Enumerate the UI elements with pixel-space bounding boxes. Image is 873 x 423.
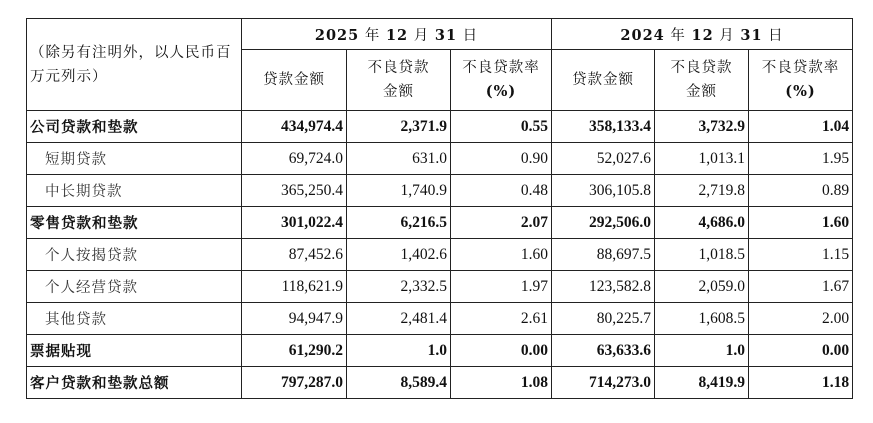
row-label: 短期贷款 — [27, 143, 242, 175]
table-body — [27, 111, 853, 399]
npl-ratio-label: 不良贷款率 — [761, 60, 840, 76]
col-header-loan-amount: 贷款金额 — [552, 50, 655, 111]
col-header-npl-ratio — [749, 50, 853, 111]
cell-loan-amount-2024: 63,633.6 — [552, 335, 655, 367]
table-row — [27, 303, 853, 335]
cell-loan-amount-2025: 94,947.9 — [242, 303, 347, 335]
cell-loan-amount-2025: 434,974.4 — [242, 111, 347, 143]
cell-npl-ratio-2025: 0.55 — [451, 111, 552, 143]
cell-npl-ratio-2024: 1.67 — [749, 271, 853, 303]
cell-npl-ratio-2024: 1.95 — [749, 143, 853, 175]
col-header-npl-amount: 不良贷款金额 — [655, 50, 749, 111]
cell-npl-amount-2025: 2,481.4 — [347, 303, 451, 335]
cell-loan-amount-2025: 69,724.0 — [242, 143, 347, 175]
cell-npl-amount-2025: 8,589.4 — [347, 367, 451, 399]
table-row — [27, 239, 853, 271]
cell-npl-amount-2024: 2,719.8 — [655, 175, 749, 207]
cell-loan-amount-2024: 88,697.5 — [552, 239, 655, 271]
period-year: 2024 — [620, 26, 665, 44]
cell-loan-amount-2025: 301,022.4 — [242, 207, 347, 239]
period-month: 12 — [385, 26, 409, 44]
period-day: 31 — [434, 26, 458, 44]
col-header-loan-amount: 贷款金额 — [242, 50, 347, 111]
period-day: 31 — [740, 26, 763, 44]
row-label: 票据贴现 — [27, 335, 242, 367]
cell-npl-ratio-2025: 1.97 — [451, 271, 552, 303]
cell-npl-amount-2025: 2,371.9 — [347, 111, 451, 143]
row-label: 客户贷款和垫款总额 — [27, 367, 242, 399]
loan-quality-table — [26, 18, 853, 399]
table-row — [27, 367, 853, 399]
row-label: 零售贷款和垫款 — [27, 207, 242, 239]
table-row — [27, 175, 853, 207]
cell-npl-amount-2024: 1.0 — [655, 335, 749, 367]
cell-npl-amount-2025: 1,740.9 — [347, 175, 451, 207]
npl-ratio-label: 不良贷款率 — [462, 60, 540, 76]
col-header-npl-ratio — [451, 50, 552, 111]
period-month-suffix: 月 — [408, 27, 435, 44]
cell-npl-amount-2024: 3,732.9 — [655, 111, 749, 143]
col-header-npl-amount: 不良贷款金额 — [347, 50, 451, 111]
npl-ratio-unit: (%) — [785, 83, 816, 100]
cell-loan-amount-2024: 306,105.8 — [552, 175, 655, 207]
period-header-2025 — [242, 19, 552, 50]
cell-loan-amount-2024: 52,027.6 — [552, 143, 655, 175]
row-label: 个人按揭贷款 — [27, 239, 242, 271]
period-day-suffix: 日 — [457, 27, 479, 44]
cell-loan-amount-2025: 87,452.6 — [242, 239, 347, 271]
cell-npl-ratio-2024: 1.60 — [749, 207, 853, 239]
cell-npl-ratio-2025: 1.60 — [451, 239, 552, 271]
cell-npl-ratio-2025: 2.61 — [451, 303, 552, 335]
cell-loan-amount-2024: 358,133.4 — [552, 111, 655, 143]
cell-loan-amount-2025: 797,287.0 — [242, 367, 347, 399]
cell-loan-amount-2024: 714,273.0 — [552, 367, 655, 399]
cell-npl-ratio-2024: 1.04 — [749, 111, 853, 143]
cell-loan-amount-2024: 292,506.0 — [552, 207, 655, 239]
table-row — [27, 271, 853, 303]
cell-npl-amount-2025: 1.0 — [347, 335, 451, 367]
unit-label: （除另有注明外，以人民币百万元列示） — [27, 19, 242, 111]
cell-npl-ratio-2025: 0.90 — [451, 143, 552, 175]
cell-npl-ratio-2024: 0.00 — [749, 335, 853, 367]
period-year-suffix: 年 — [359, 27, 386, 44]
cell-npl-amount-2024: 1,018.5 — [655, 239, 749, 271]
cell-npl-ratio-2025: 0.00 — [451, 335, 552, 367]
cell-loan-amount-2025: 365,250.4 — [242, 175, 347, 207]
cell-npl-amount-2025: 6,216.5 — [347, 207, 451, 239]
period-day-suffix: 日 — [762, 27, 784, 44]
period-header-2024 — [552, 19, 853, 50]
cell-loan-amount-2025: 61,290.2 — [242, 335, 347, 367]
table-row — [27, 207, 853, 239]
cell-npl-amount-2024: 1,608.5 — [655, 303, 749, 335]
table-row — [27, 335, 853, 367]
table-row — [27, 111, 853, 143]
table-row — [27, 143, 853, 175]
cell-npl-amount-2024: 1,013.1 — [655, 143, 749, 175]
cell-npl-ratio-2025: 0.48 — [451, 175, 552, 207]
cell-npl-ratio-2024: 0.89 — [749, 175, 853, 207]
period-month-suffix: 月 — [713, 27, 741, 44]
cell-npl-ratio-2024: 1.15 — [749, 239, 853, 271]
cell-npl-amount-2025: 1,402.6 — [347, 239, 451, 271]
row-label: 个人经营贷款 — [27, 271, 242, 303]
cell-npl-ratio-2025: 2.07 — [451, 207, 552, 239]
cell-loan-amount-2024: 80,225.7 — [552, 303, 655, 335]
cell-npl-amount-2024: 8,419.9 — [655, 367, 749, 399]
row-label: 中长期贷款 — [27, 175, 242, 207]
period-month: 12 — [691, 26, 714, 44]
period-year: 2025 — [314, 26, 360, 44]
cell-loan-amount-2024: 123,582.8 — [552, 271, 655, 303]
npl-ratio-unit: (%) — [485, 83, 517, 100]
header-row-periods — [27, 19, 853, 50]
cell-npl-amount-2025: 631.0 — [347, 143, 451, 175]
cell-npl-amount-2024: 2,059.0 — [655, 271, 749, 303]
cell-npl-ratio-2024: 1.18 — [749, 367, 853, 399]
cell-npl-amount-2024: 4,686.0 — [655, 207, 749, 239]
row-label: 其他贷款 — [27, 303, 242, 335]
cell-npl-ratio-2025: 1.08 — [451, 367, 552, 399]
row-label: 公司贷款和垫款 — [27, 111, 242, 143]
cell-loan-amount-2025: 118,621.9 — [242, 271, 347, 303]
cell-npl-amount-2025: 2,332.5 — [347, 271, 451, 303]
period-year-suffix: 年 — [664, 27, 692, 44]
cell-npl-ratio-2024: 2.00 — [749, 303, 853, 335]
